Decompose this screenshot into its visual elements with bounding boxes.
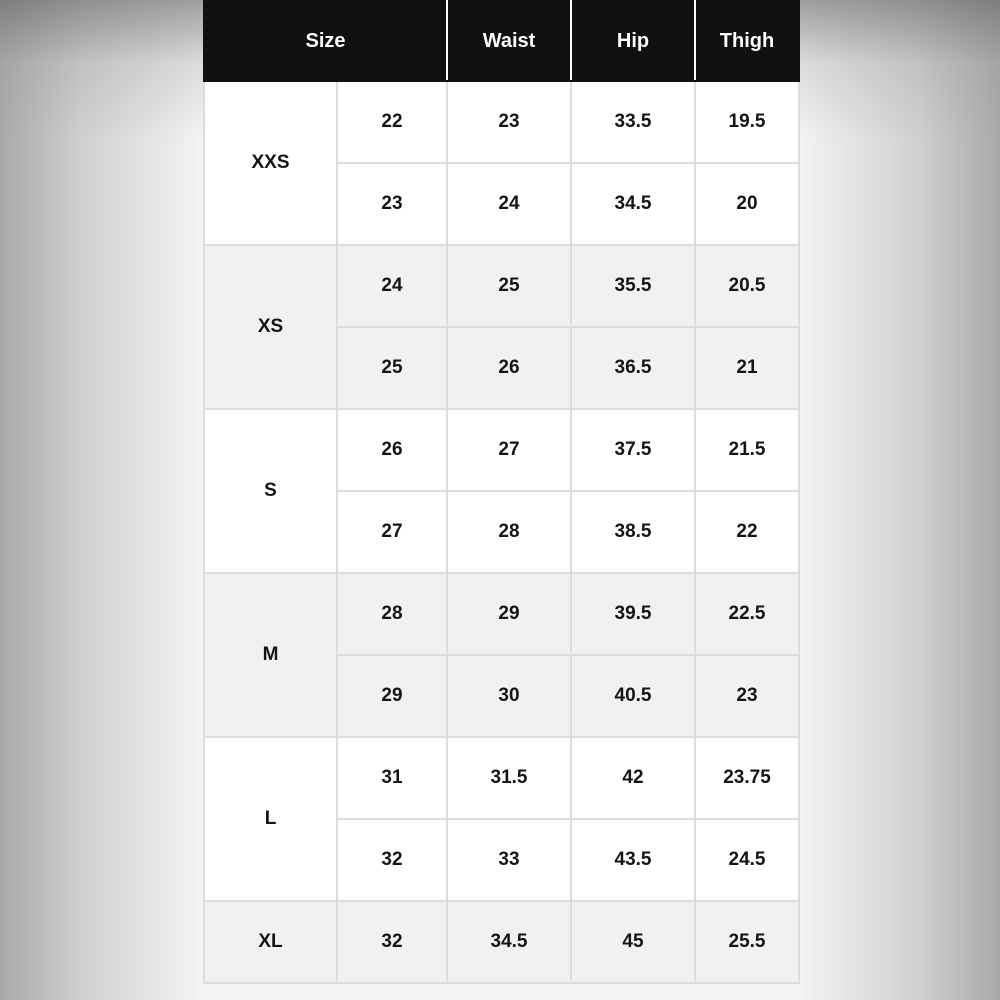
size-number-cell: 24 (337, 245, 447, 327)
table-row (204, 573, 799, 655)
thigh-cell: 19.5 (695, 81, 799, 163)
size-number-cell: 27 (337, 491, 447, 573)
size-label-cell: XS (204, 245, 337, 409)
waist-cell: 28 (447, 491, 571, 573)
column-header-thigh: Thigh (695, 1, 799, 81)
thigh-cell: 23 (695, 655, 799, 737)
column-header-hip: Hip (571, 1, 695, 81)
hip-cell: 34.5 (571, 163, 695, 245)
thigh-cell: 20 (695, 163, 799, 245)
size-number-cell: 22 (337, 81, 447, 163)
table-row (204, 245, 799, 327)
waist-cell: 26 (447, 327, 571, 409)
size-number-cell: 28 (337, 573, 447, 655)
waist-cell: 31.5 (447, 737, 571, 819)
waist-cell: 34.5 (447, 901, 571, 983)
thigh-cell: 23.75 (695, 737, 799, 819)
waist-cell: 30 (447, 655, 571, 737)
waist-cell: 29 (447, 573, 571, 655)
header-row (204, 1, 799, 81)
size-label-cell: M (204, 573, 337, 737)
thigh-cell: 22 (695, 491, 799, 573)
size-number-cell: 29 (337, 655, 447, 737)
table-header (204, 1, 799, 81)
table-body (204, 81, 799, 983)
table-row (204, 81, 799, 163)
size-number-cell: 31 (337, 737, 447, 819)
table-row (204, 737, 799, 819)
thigh-cell: 21 (695, 327, 799, 409)
waist-cell: 24 (447, 163, 571, 245)
thigh-cell: 24.5 (695, 819, 799, 901)
hip-cell: 33.5 (571, 81, 695, 163)
thigh-cell: 20.5 (695, 245, 799, 327)
hip-cell: 43.5 (571, 819, 695, 901)
size-label-cell: XXS (204, 81, 337, 245)
waist-cell: 25 (447, 245, 571, 327)
size-number-cell: 32 (337, 901, 447, 983)
hip-cell: 35.5 (571, 245, 695, 327)
hip-cell: 42 (571, 737, 695, 819)
hip-cell: 40.5 (571, 655, 695, 737)
size-number-cell: 32 (337, 819, 447, 901)
table-row (204, 409, 799, 491)
hip-cell: 39.5 (571, 573, 695, 655)
size-label-cell: S (204, 409, 337, 573)
size-number-cell: 25 (337, 327, 447, 409)
size-number-cell: 26 (337, 409, 447, 491)
column-header-size: Size (204, 1, 447, 81)
waist-cell: 23 (447, 81, 571, 163)
thigh-cell: 25.5 (695, 901, 799, 983)
size-chart-table (203, 0, 800, 984)
hip-cell: 36.5 (571, 327, 695, 409)
hip-cell: 45 (571, 901, 695, 983)
waist-cell: 27 (447, 409, 571, 491)
size-chart (203, 0, 798, 1000)
hip-cell: 38.5 (571, 491, 695, 573)
waist-cell: 33 (447, 819, 571, 901)
thigh-cell: 22.5 (695, 573, 799, 655)
size-label-cell: L (204, 737, 337, 901)
table-row (204, 901, 799, 983)
column-header-waist: Waist (447, 1, 571, 81)
hip-cell: 37.5 (571, 409, 695, 491)
size-label-cell: XL (204, 901, 337, 983)
size-number-cell: 23 (337, 163, 447, 245)
thigh-cell: 21.5 (695, 409, 799, 491)
